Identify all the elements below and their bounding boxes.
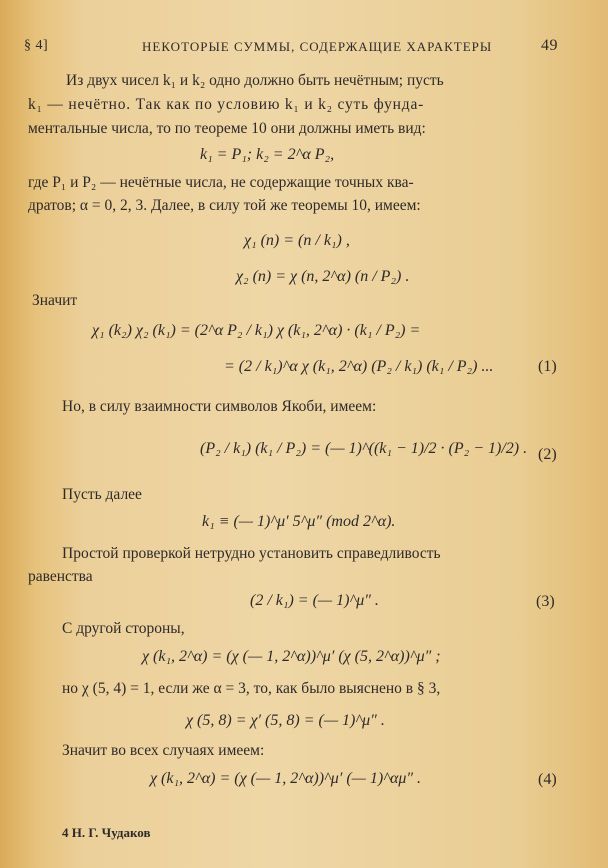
paragraph-line: Но, в силу взаимности символов Якоби, имеем: xyxy=(62,398,377,415)
paragraph-line: но χ (5, 4) = 1, если же α = 3, то, как было выяснено в § 3, xyxy=(62,680,441,697)
paragraph-line: Значит xyxy=(32,292,78,309)
paragraph-line: k₁ — нечётно. Так как по условию k₁ и k₂ суть фунда- xyxy=(28,96,425,113)
paragraph-line: Значит во всех случаях имеем: xyxy=(62,742,265,759)
formula-k1-k2: k₁ = P₁; k₂ = 2^α P₂, xyxy=(200,146,335,163)
formula-chi-k1: χ (k₁, 2^α) = (χ (— 1, 2^α))^μ′ (χ (5, 2^α))^μ″ ; xyxy=(142,648,441,665)
formula-legendre-2: (2 / k₁) = (— 1)^μ″ . xyxy=(250,592,379,609)
formula-chi-5-8: χ (5, 8) = χ′ (5, 8) = (— 1)^μ″ . xyxy=(186,712,385,729)
formula-product-line1: χ₁ (k₂) χ₂ (k₁) = (2^α P₂ / k₁) χ (k₁, 2^α) · (k₁ / P₂) = xyxy=(92,322,421,339)
formula-reciprocity: (P₂ / k₁) (k₁ / P₂) = (— 1)^((k₁ − 1)/2 · (P₂ − 1)/2) . xyxy=(200,440,528,457)
formula-congruence: k₁ ≡ (— 1)^μ′ 5^μ″ (mod 2^α). xyxy=(202,513,396,530)
paragraph-line: С другой стороны, xyxy=(62,620,185,637)
formula-chi2: χ₂ (n) = χ (n, 2^α) (n / P₂) . xyxy=(236,268,410,285)
paragraph-line: дратов; α = 0, 2, 3. Далее, в силу той же теоремы 10, имеем: xyxy=(28,197,421,214)
equation-number-4: (4) xyxy=(538,771,557,788)
formula-chi1: χ₁ (n) = (n / k₁) , xyxy=(244,232,350,249)
paragraph-line: Простой проверкой нетрудно установить справедливость xyxy=(62,545,441,562)
running-title: НЕКОТОРЫЕ СУММЫ, СОДЕРЖАЩИЕ ХАРАКТЕРЫ xyxy=(142,39,493,54)
footer-signature: 4 Н. Г. Чудаков xyxy=(62,825,151,840)
formula-product-line2: = (2 / k₁)^α χ (k₁, 2^α) (P₂ / k₁) (k₁ / P₂) ... xyxy=(224,358,494,375)
section-mark: § 4] xyxy=(24,38,49,53)
paragraph-line: Из двух чисел k₁ и k₂ одно должно быть нечётным; пусть xyxy=(66,72,444,89)
equation-number-2: (2) xyxy=(538,446,557,463)
paragraph-line: равенства xyxy=(28,568,93,585)
equation-number-1: (1) xyxy=(538,358,557,375)
formula-final: χ (k₁, 2^α) = (χ (— 1, 2^α))^μ′ (— 1)^αμ″ . xyxy=(150,770,422,787)
paragraph-line: ментальные числа, то по теореме 10 они должны иметь вид: xyxy=(28,120,426,137)
paragraph-line: где P₁ и P₂ — нечётные числа, не содержащие точных ква- xyxy=(28,174,414,191)
paragraph-line: Пусть далее xyxy=(62,486,142,503)
page-number: 49 xyxy=(541,37,558,54)
equation-number-3: (3) xyxy=(536,593,555,610)
